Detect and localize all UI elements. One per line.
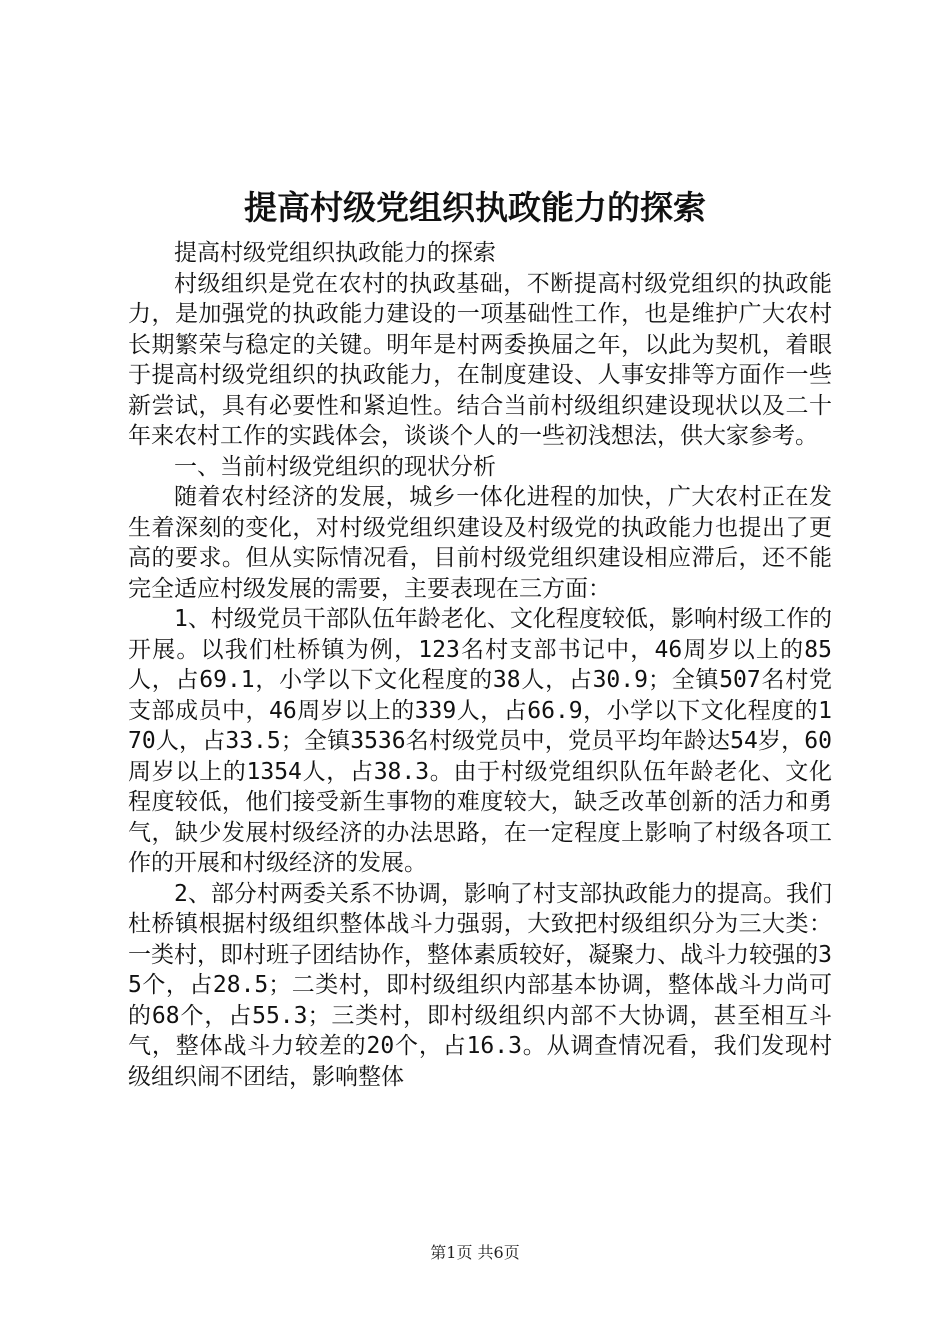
section-intro-paragraph: 随着农村经济的发展，城乡一体化进程的加快，广大农村正在发生着深刻的变化，对村级党组织建设及村级党的执政能力也提出了更高的要求。但从实际情况看，目前村级党组织建设相应滞后，还不能完全适应村级发展的需要，主要表现在三方面： — [128, 484, 832, 602]
subtitle-paragraph: 提高村级党组织执政能力的探索 — [174, 240, 496, 266]
point-2-paragraph: 2、部分村两委关系不协调，影响了村支部执政能力的提高。我们杜桥镇根据村级组织整体战斗力强弱，大致把村级组织分为三大类：一类村，即村班子团结协作，整体素质较好，凝聚力、战斗力较强的35个，占28.5；二类村，即村级组织内部基本协调，整体战斗力尚可的68个，占55.3；三类村，即村级组织内部不大协调，甚至相互斗气，整体战斗力较差的20个，占16.3。从调查情况看，我们发现村级组织闹不团结，影响整体 — [128, 880, 832, 1090]
page-footer: 第1页 共6页 — [430, 1243, 520, 1262]
intro-paragraph: 村级组织是党在农村的执政基础，不断提高村级党组织的执政能力，是加强党的执政能力建设的一项基础性工作，也是维护广大农村长期繁荣与稳定的关键。明年是村两委换届之年，以此为契机，着眼于提高村级党组织的执政能力，在制度建设、人事安排等方面作一些新尝试，具有必要性和紧迫性。结合当前村级组织建设现状以及二十年来农村工作的实践体会，谈谈个人的一些初浅想法，供大家参考。 — [128, 270, 832, 449]
document-body — [128, 238, 832, 1092]
document-title: 提高村级党组织执政能力的探索 — [244, 188, 706, 227]
section-heading: 一、当前村级党组织的现状分析 — [174, 453, 496, 480]
point-1-paragraph: 1、村级党员干部队伍年龄老化、文化程度较低，影响村级工作的开展。以我们杜桥镇为例，123名村支部书记中，46周岁以上的85人，占69.1，小学以下文化程度的38人，占30.9；全镇507名村党支部成员中，46周岁以上的339人，占66.9，小学以下文化程度的170人，占33.5；全镇3536名村级党员中，党员平均年龄达54岁，60周岁以上的1354人，占38.3。由于村级党组织队伍年龄老化、文化程度较低，他们接受新生事物的难度较大，缺乏改革创新的活力和勇气，缺少发展村级经济的办法思路，在一定程度上影响了村级各项工作的开展和村级经济的发展。 — [128, 606, 832, 876]
